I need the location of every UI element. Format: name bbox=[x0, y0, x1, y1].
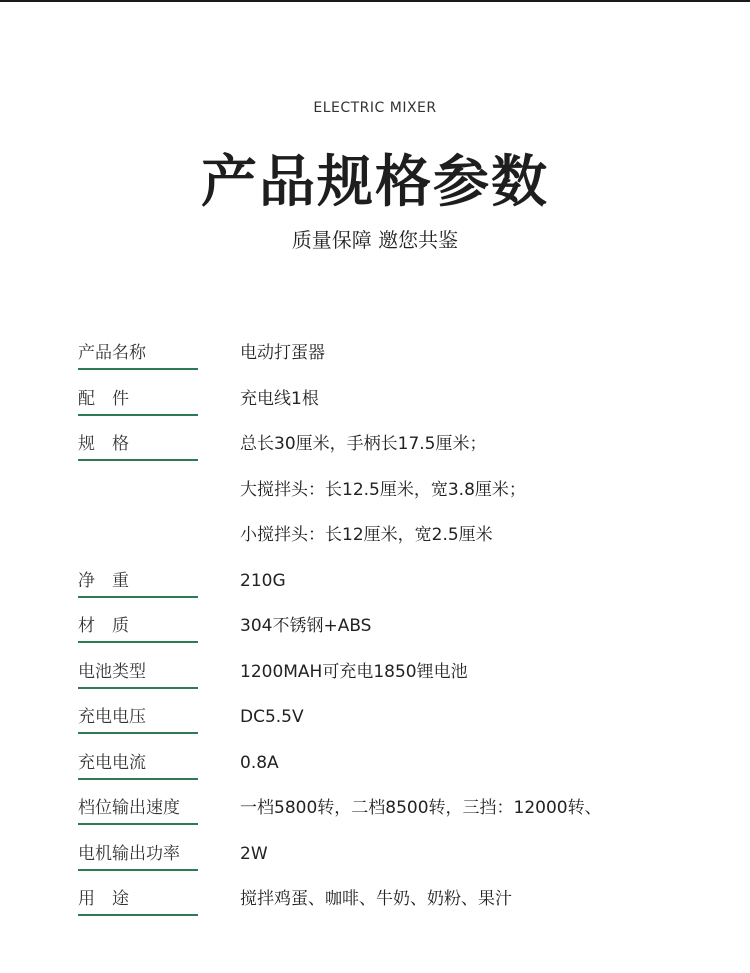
spec-row-net-weight bbox=[0, 568, 750, 598]
subtitle-english: ELECTRIC MIXER bbox=[313, 100, 437, 116]
spec-row-dimensions-large-whisk bbox=[0, 477, 750, 507]
spec-label: 规 格 bbox=[78, 431, 198, 461]
spec-row-battery-type bbox=[0, 659, 750, 689]
spec-row-dimensions-small-whisk bbox=[0, 522, 750, 552]
spec-row-product-name bbox=[0, 340, 750, 370]
spec-value: 0.8A bbox=[240, 753, 279, 773]
spec-value: 304不锈钢+ABS bbox=[240, 616, 372, 636]
spec-value: 1200MAH可充电1850锂电池 bbox=[240, 662, 468, 682]
spec-value: 2W bbox=[240, 844, 268, 864]
spec-label: 电池类型 bbox=[78, 659, 198, 689]
spec-value: 210G bbox=[240, 571, 286, 591]
spec-label: 电机输出功率 bbox=[78, 841, 198, 871]
spec-value: 小搅拌头：长12厘米，宽2.5厘米 bbox=[240, 525, 493, 545]
spec-row-motor-power bbox=[0, 841, 750, 871]
spec-value: 总长30厘米，手柄长17.5厘米； bbox=[240, 434, 487, 454]
spec-value: 一档5800转，二档8500转，三挡：12000转、 bbox=[240, 798, 602, 818]
spec-value: 搅拌鸡蛋、咖啡、牛奶、奶粉、果汁 bbox=[240, 889, 512, 909]
spec-row-dimensions bbox=[0, 431, 750, 461]
spec-row-material bbox=[0, 613, 750, 643]
spec-label: 充电电压 bbox=[78, 704, 198, 734]
spec-row-charging-current bbox=[0, 750, 750, 780]
spec-label: 净 重 bbox=[78, 568, 198, 598]
spec-row-charging-voltage bbox=[0, 704, 750, 734]
spec-label: 用 途 bbox=[78, 886, 198, 916]
spec-row-accessories bbox=[0, 386, 750, 416]
spec-row-usage bbox=[0, 886, 750, 916]
spec-label: 档位输出速度 bbox=[78, 795, 198, 825]
spec-value: 充电线1根 bbox=[240, 389, 319, 409]
tagline: 质量保障 邀您共鉴 bbox=[291, 228, 459, 252]
spec-value: 电动打蛋器 bbox=[240, 343, 325, 363]
spec-label: 产品名称 bbox=[78, 340, 198, 370]
spec-label: 配 件 bbox=[78, 386, 198, 416]
top-border-line bbox=[0, 0, 750, 2]
spec-row-speed-levels bbox=[0, 795, 750, 825]
page-title: 产品规格参数 bbox=[201, 150, 549, 215]
spec-label: 材 质 bbox=[78, 613, 198, 643]
spec-label: 充电电流 bbox=[78, 750, 198, 780]
spec-value: 大搅拌头：长12.5厘米，宽3.8厘米； bbox=[240, 480, 526, 500]
spec-value: DC5.5V bbox=[240, 707, 304, 727]
